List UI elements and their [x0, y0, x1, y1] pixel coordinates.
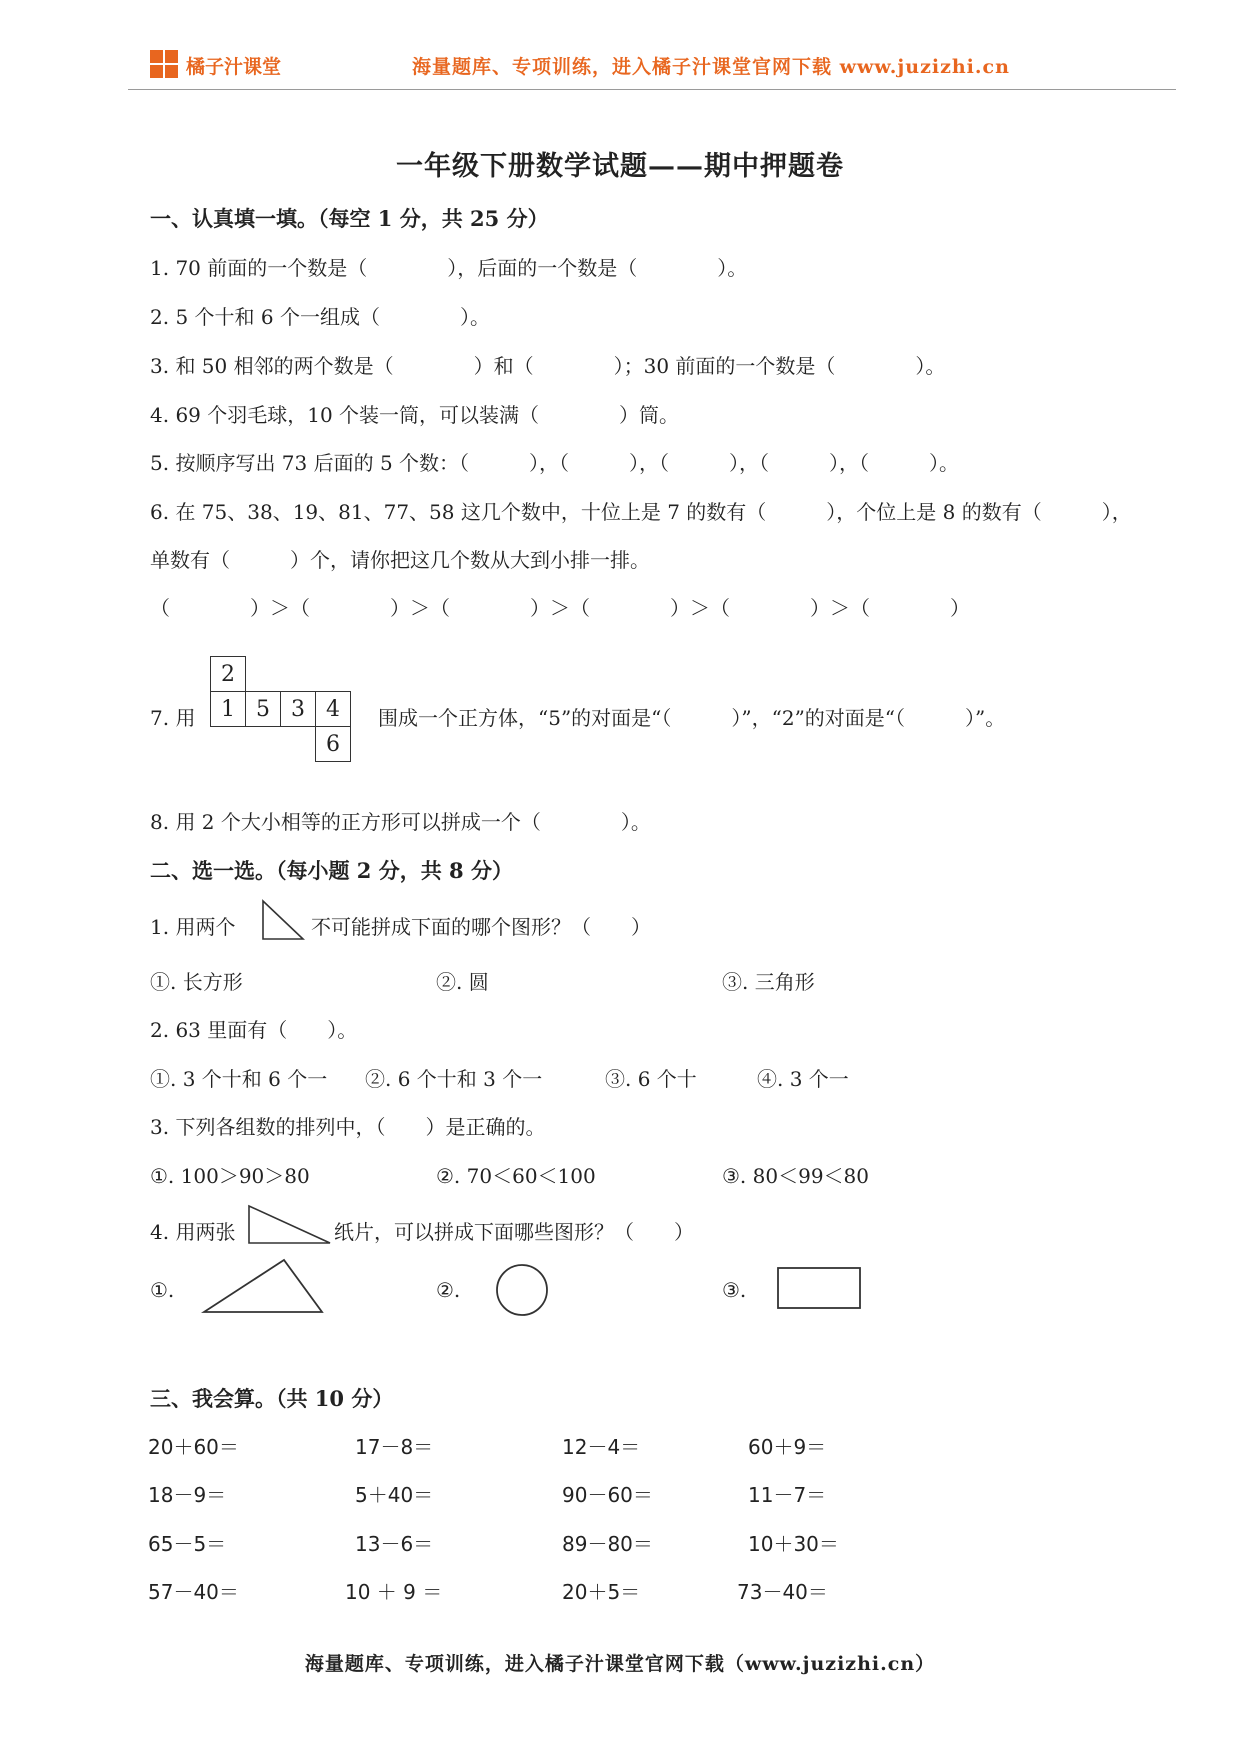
right-triangle-icon: [260, 898, 306, 942]
s1-question-6c: （ ）＞（ ）＞（ ）＞（ ）＞（ ）＞（ ）: [150, 596, 970, 620]
calc-item: 60＋9＝: [748, 1435, 827, 1459]
s1-question-4: 4. 69 个羽毛球，10 个装一筒，可以装满（ ）筒。: [150, 403, 680, 427]
triangle-paper-icon: [246, 1203, 334, 1247]
calc-item: 18－9＝: [148, 1483, 227, 1507]
s1-question-5: 5. 按顺序写出 73 后面的 5 个数：（ ），（ ），（ ），（ ），（ ）。: [150, 451, 960, 475]
s1-question-6a: 6. 在 75、38、19、81、77、58 这几个数中，十位上是 7 的数有（ ），个位上是 8 的数有（ ），: [150, 500, 1132, 524]
calc-item: 11－7＝: [748, 1483, 827, 1507]
s1-question-7-prefix: 7. 用: [150, 706, 196, 730]
calc-item: 65－5＝: [148, 1532, 227, 1556]
s2-q4-option-3: ③.: [722, 1278, 747, 1302]
calc-item: 20＋60＝: [148, 1435, 239, 1459]
cube-net-figure: [210, 656, 351, 762]
s2-q4-option-1: ①.: [150, 1278, 175, 1302]
s1-question-1: 1. 70 前面的一个数是（ ），后面的一个数是（ ）。: [150, 256, 748, 280]
section3-heading: 三、我会算。（共 10 分）: [150, 1386, 394, 1411]
calc-item: 5＋40＝: [355, 1483, 434, 1507]
s2-q2-option-3: ③. 6 个十: [605, 1067, 697, 1091]
s2-q1-option-1: ①. 长方形: [150, 970, 243, 994]
s2-q2-option-4: ④. 3 个一: [757, 1067, 849, 1091]
net-cell: 5: [246, 692, 281, 727]
calc-item: 20＋5＝: [562, 1580, 641, 1604]
s2-question-1-prefix: 1. 用两个: [150, 915, 236, 939]
header-divider: [128, 89, 1176, 90]
s2-q3-option-3: ③. 80＜99＜80: [722, 1164, 869, 1188]
s2-question-2: 2. 63 里面有（ ）。: [150, 1018, 358, 1042]
s1-question-6b: 单数有（ ）个，请你把这几个数从大到小排一排。: [150, 548, 650, 572]
s1-question-2: 2. 5 个十和 6 个一组成（ ）。: [150, 305, 490, 329]
footer-slogan: 海量题库、专项训练，进入橘子汁课堂官网下载（www.juzizhi.cn）: [304, 1653, 936, 1675]
s2-q2-option-2: ②. 6 个十和 3 个一: [365, 1067, 543, 1091]
net-cell: 6: [316, 727, 351, 762]
calc-item: 17－8＝: [355, 1435, 434, 1459]
net-cell: 3: [281, 692, 316, 727]
s1-question-3: 3. 和 50 相邻的两个数是（ ）和（ ）；30 前面的一个数是（ ）。: [150, 354, 946, 378]
calc-item: 13－6＝: [355, 1532, 434, 1556]
rectangle-shape-icon: [776, 1266, 864, 1312]
net-cell: 2: [211, 657, 246, 692]
s2-q1-option-2: ②. 圆: [436, 970, 489, 994]
calc-item: 57－40＝: [148, 1580, 239, 1604]
brand-logo: [150, 48, 281, 82]
s2-q1-option-3: ③. 三角形: [722, 970, 815, 994]
header-slogan: 海量题库、专项训练，进入橘子汁课堂官网下载 www.juzizhi.cn: [412, 56, 1010, 78]
calc-item: 12－4＝: [562, 1435, 641, 1459]
section1-heading: 一、认真填一填。（每空 1 分，共 25 分）: [150, 206, 549, 231]
s1-question-8: 8. 用 2 个大小相等的正方形可以拼成一个（ ）。: [150, 810, 651, 834]
calc-item: 10＋30＝: [748, 1532, 839, 1556]
s2-q2-option-1: ①. 3 个十和 6 个一: [150, 1067, 328, 1091]
page-title: 一年级下册数学试题——期中押题卷: [396, 151, 844, 182]
triangle-shape-icon: [200, 1256, 326, 1316]
s2-question-4-suffix: 纸片，可以拼成下面哪些图形？（ ）: [334, 1220, 694, 1244]
s2-q4-option-2: ②.: [436, 1278, 461, 1302]
s2-question-1-suffix: 不可能拼成下面的哪个图形？（ ）: [311, 915, 651, 939]
s2-q3-option-1: ①. 100＞90＞80: [150, 1164, 310, 1188]
s2-q3-option-2: ②. 70＜60＜100: [436, 1164, 596, 1188]
calc-item: 89－80＝: [562, 1532, 653, 1556]
net-cell: 4: [316, 692, 351, 727]
calc-item: 10 ＋ 9 ＝: [345, 1580, 443, 1604]
net-cell: 1: [211, 692, 246, 727]
logo-icon: [150, 50, 180, 80]
section2-heading: 二、选一选。（每小题 2 分，共 8 分）: [150, 858, 513, 883]
circle-shape-icon: [494, 1262, 550, 1318]
s1-question-7-text: 围成一个正方体，“5”的对面是“（ ）”，“2”的对面是“（ ）”。: [378, 706, 1006, 730]
brand-name: 橘子汁课堂: [186, 55, 282, 78]
s2-question-3: 3. 下列各组数的排列中，（ ）是正确的。: [150, 1115, 546, 1139]
calc-item: 90－60＝: [562, 1483, 653, 1507]
calc-item: 73－40＝: [737, 1580, 828, 1604]
s2-question-4-prefix: 4. 用两张: [150, 1220, 236, 1244]
